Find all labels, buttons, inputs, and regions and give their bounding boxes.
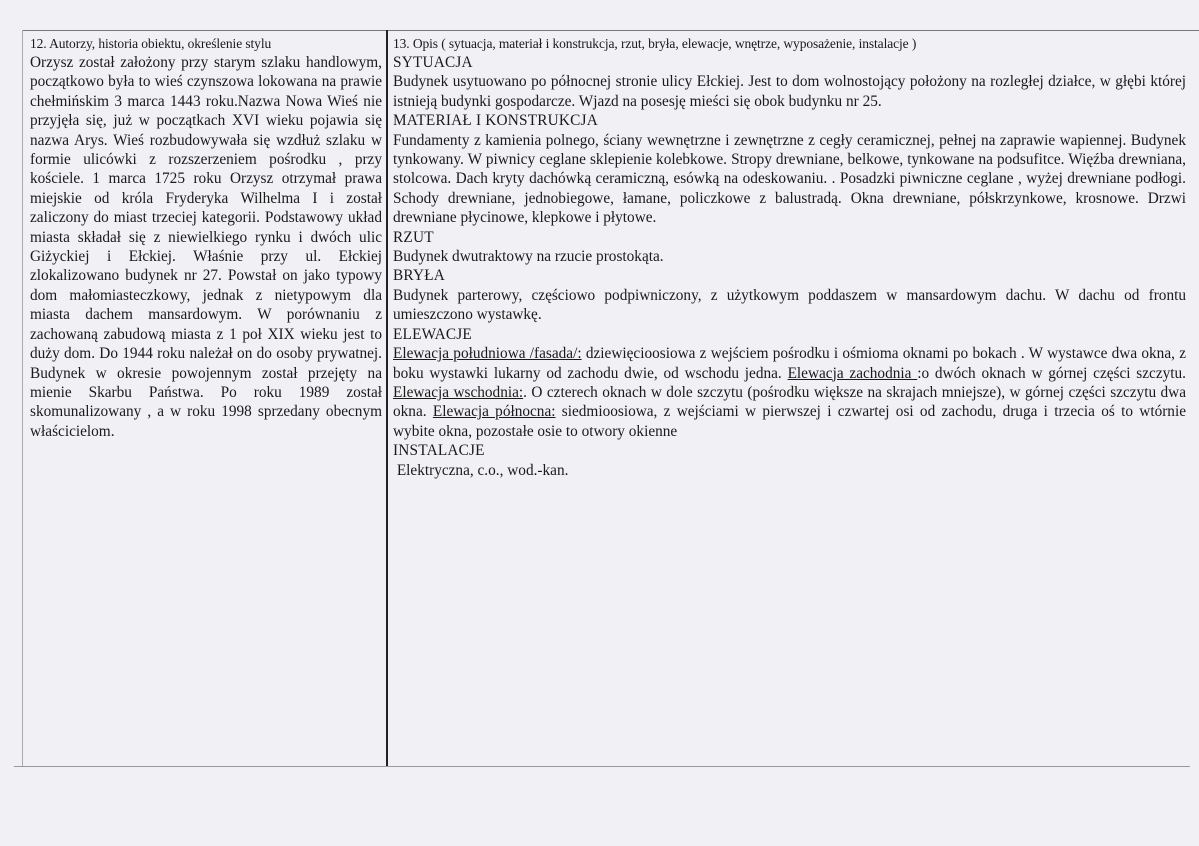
- bottom-rule: [14, 766, 1190, 767]
- bryla-text: Budynek parterowy, częściowo podpiwniczony, z użytkowym poddaszem w mansardowym dachu. W dachu od frontu umieszczono wystawkę.: [393, 286, 1186, 324]
- elewacje-heading: ELEWACJE: [393, 325, 472, 343]
- elewacja-south-label: Elewacja południowa /fasada/:: [393, 345, 582, 363]
- elewacja-north-text: siedmioosiowa, z wejściami w pierwszej i czwartej osi od zachodu, druga i trzecia oś to wtórnie wybite okna, pozostałe osie to otwory okienne: [393, 403, 1186, 440]
- rzut-heading: RZUT: [393, 228, 434, 246]
- history-section: [30, 36, 382, 441]
- elewacja-south-text: dziewięcioosiowa z wejściem pośrodku i ośmioma oknami po bokach . W wystawce dwa okna, z boku wystawki lukarny od zachodu dwie, od wschodu jedna.: [393, 345, 1186, 382]
- elewacje-text: [393, 344, 1186, 441]
- bryla-heading: BRYŁA: [393, 267, 445, 285]
- elewacja-north-label: Elewacja północna:: [432, 403, 556, 421]
- top-rule: [22, 30, 1199, 31]
- instalacje-heading: INSTALACJE: [393, 442, 485, 460]
- sytuacja-heading: SYTUACJA: [393, 54, 473, 71]
- elewacja-east-label: Elewacja wschodnia:: [393, 383, 524, 401]
- history-text: Orzysz został założony przy starym szlaku handlowym, początkowo była to wieś czynszowa lokowana na prawie chełmińskim 3 marca 1443 roku.Nazwa Nowa Wieś nie przyjęła się, już w początkach XVI wieku pojawia się nazwa Arys. Wieś rozbudowywała się wzdłuż szlaku w formie ulicówki z rozszerzeniem pośrodku , przy kościele. 1 marca 1725 roku Orzysz otrzymał prawa miejskie od króla Fryderyka Wilhelma I i został zaliczony do miast trzeciej kategorii. Podstawowy układ miasta składał się z niewielkiego rynku i dwóch ulic Giżyckiej i Ełckiej. Właśnie przy ul. Ełckiej zlokalizowano budynek nr 27. Powstał on jako typowy dom małomiasteczkowy, jednak z nietypowym dla miasta dachem mansardowym. W porównaniu z zachowaną zabudową miasta z 1 poł XIX wieku jest to duży dom. Do 1944 roku należał on do osoby prywatnej. Budynek w okresie powojennym został przejęty na mienie Skarbu Państwa. Po roku 1989 został skomunalizowany , a w roku 1998 sprzedany obecnym właścicielom.: [30, 54, 382, 440]
- description-section: [393, 36, 1186, 480]
- left-rule: [22, 30, 23, 766]
- elewacja-west-label: Elewacja zachodnia: [787, 364, 918, 382]
- column-divider: [386, 30, 388, 766]
- sytuacja-text: Budynek usytuowano po północnej stronie ulicy Ełckiej. Jest to dom wolnostojący położony na rozległej działce, w głębi której istnieją budynki gospodarcze. Wjazd na posesję mieści się obok budynku nr 25.: [393, 73, 1186, 110]
- instalacje-text: Elektryczna, c.o., wod.-kan.: [393, 461, 569, 479]
- material-heading: MATERIAŁ I KONSTRUKCJA: [393, 112, 598, 130]
- elewacja-east-text: . O czterech oknach w dole szczytu (pośrodku większe na skrajach mniejsze), w górnej części szczytu dwa okna.: [393, 383, 1187, 421]
- description-field-label: 13. Opis ( sytuacja, materiał i konstrukcja, rzut, bryła, elewacje, wnętrze, wyposażenie, instalacje ): [393, 36, 917, 51]
- elewacja-west-text: :o dwóch oknach w górnej części szczytu.: [917, 364, 1186, 382]
- history-field-label: 12. Autorzy, historia obiektu, określenie stylu: [30, 36, 272, 51]
- material-text: Fundamenty z kamienia polnego, ściany wewnętrzne i zewnętrzne z cegły ceramicznej, pełnej na zaprawie wapiennej. Budynek tynkowany. W piwnicy ceglane sklepienie kolebkowe. Stropy drewniane, belkowe, tynkowane na podsufitce. Więźba drewniana, stolcowa. Dach kryty dachówką ceramiczną, esówką na odeskowaniu. . Posadzki piwniczne ceglane , wyżej drewniane podłogi. Schody drewniane, jednobiegowe, łamane, policzkowe z balustradą. Okna drewniane, półskrzynkowe, krosnowe. Drzwi drewniane płycinowe, klepkowe i płytowe.: [393, 131, 1186, 227]
- rzut-text: Budynek dwutraktowy na rzucie prostokąta.: [393, 248, 664, 266]
